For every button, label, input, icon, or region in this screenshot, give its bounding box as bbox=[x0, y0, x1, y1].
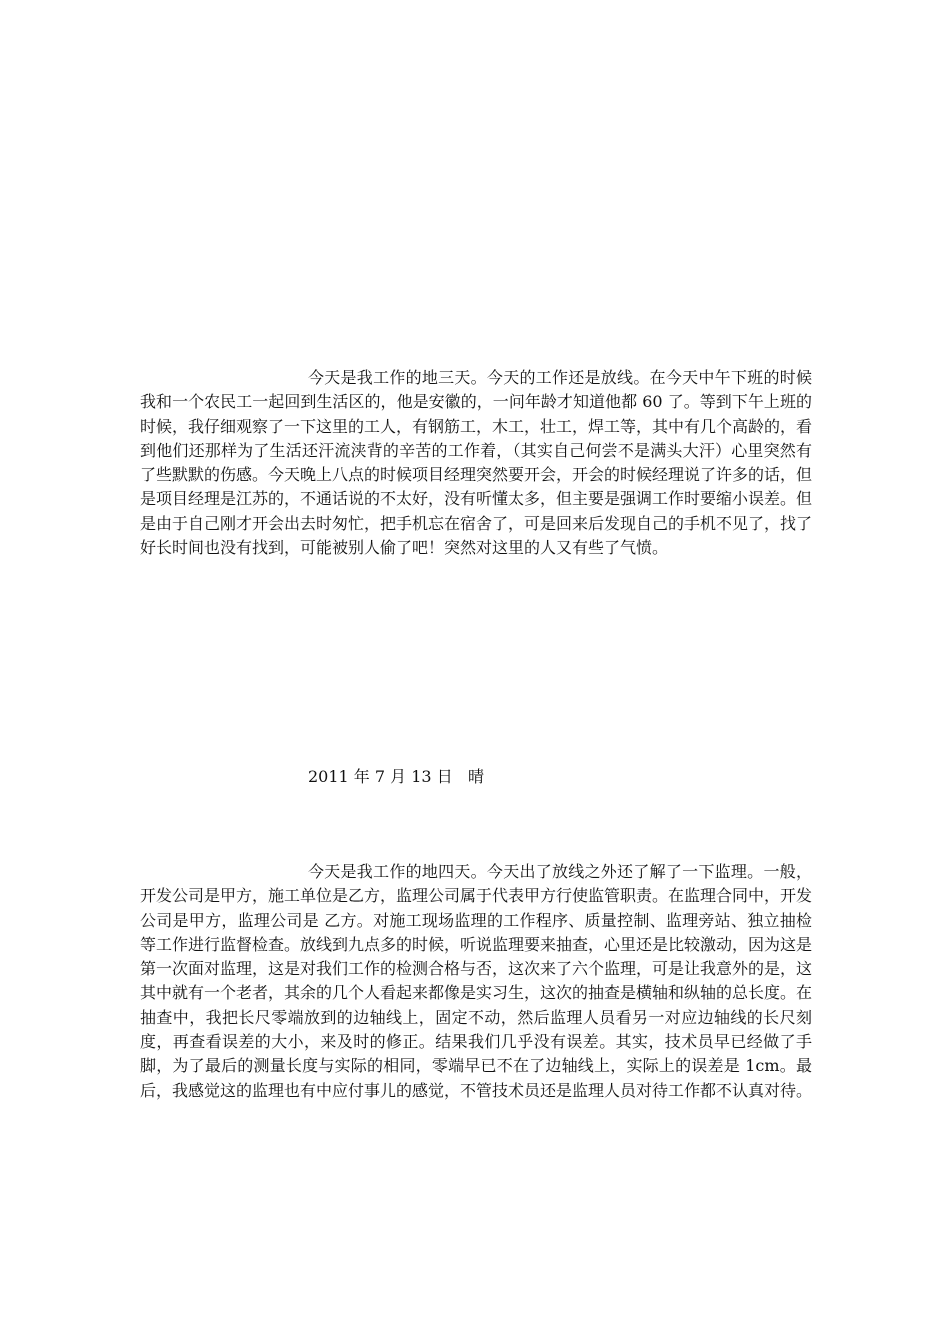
diary-date-line: 2011 年 7 月 13 日 晴 bbox=[308, 767, 484, 786]
diary-entry-day-three: 今天是我工作的地三天。今天的工作还是放线。在今天中午下班的时候我和一个农民工一起回到生活区的，他是安徽的，一问年龄才知道他都 60 了。等到下午上班的时候，我仔细观察了一下这里的工人，有钢筋工，木工，壮工，焊工等，其中有几个高龄的，看到他们还那样为了生活还汗流浃背的辛苦的工作着，（其实自己何尝不是满头大汗）心里突然有了些默默的伤感。今天晚上八点的时候项目经理突然要开会，开会的时候经理说了许多的话，但是项目经理是江苏的，不通话说的不太好，没有听懂太多，但主要是强调工作时要缩小误差。但是由于自己刚才开会出去时匆忙，把手机忘在宿舍了，可是回来后发现自己的手机不见了，找了好长时间也没有找到，可能被别人偷了吧！突然对这里的人又有些了气愤。 bbox=[140, 368, 813, 558]
diary-entry-day-four: 今天是我工作的地四天。今天出了放线之外还了解了一下监理。一般，开发公司是甲方，施工单位是乙方，监理公司属于代表甲方行使监管职责。在监理合同中，开发公司是甲方，监理公司是 乙方。对施工现场监理的工作程序、质量控制、监理旁站、独立抽检等工作进行监督检查。放线到九点多的时候，听说监理要来抽查，心里还是比较激动，因为这是第一次面对监理，这是对我们工作的检测合格与否，这次来了六个监理，可是让我意外的是，这其中就有一个老者，其余的几个人看起来都像是实习生，这次的抽查是横轴和纵轴的总长度。在抽查中，我把长尺零端放到的边轴线上，固定不动，然后监理人员看另一对应边轴线的长尺刻度，再查看误差的大小，来及时的修正。结果我们几乎没有误差。其实，技术员早已经做了手脚，为了最后的测量长度与实际的相同，零端早已不在了边轴线上，实际上的误差是 1cm。最后，我感觉这的监理也有中应付事儿的感觉，不管技术员还是监理人员对待工作都不认真对待。 bbox=[140, 862, 813, 1100]
